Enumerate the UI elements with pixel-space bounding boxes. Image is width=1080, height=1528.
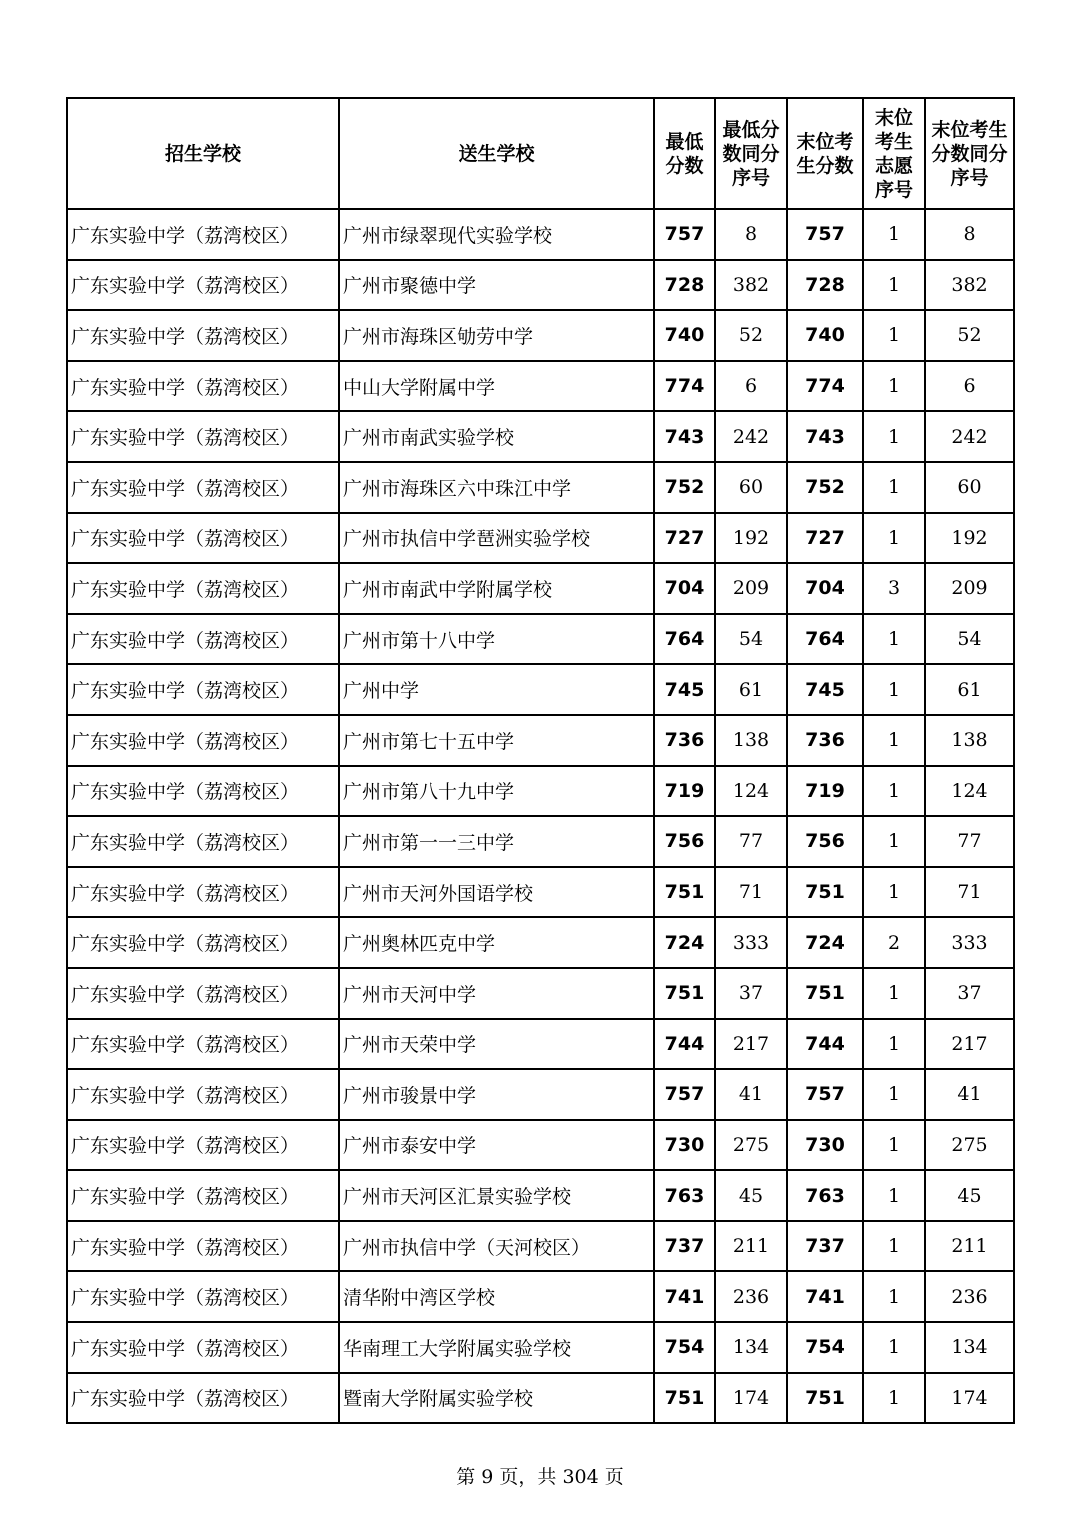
cell-last-choice: 1 xyxy=(863,1170,925,1221)
cell-admitting-school: 广东实验中学（荔湾校区） xyxy=(67,664,339,715)
cell-last-score: 740 xyxy=(787,310,863,361)
header-last-choice: 末位考生志愿序号 xyxy=(863,98,925,209)
cell-last-score: 763 xyxy=(787,1170,863,1221)
header-last-score: 末位考生分数 xyxy=(787,98,863,209)
table-row xyxy=(67,816,1014,867)
cell-sending-school: 清华附中湾区学校 xyxy=(339,1271,654,1322)
cell-sending-school: 广州市骏景中学 xyxy=(339,1069,654,1120)
cell-min-score-rank: 174 xyxy=(715,1373,787,1424)
cell-min-score: 744 xyxy=(654,1019,715,1070)
cell-min-score-rank: 54 xyxy=(715,614,787,665)
table-header xyxy=(67,98,1014,209)
table-row xyxy=(67,1170,1014,1221)
cell-min-score-rank: 134 xyxy=(715,1322,787,1373)
cell-admitting-school: 广东实验中学（荔湾校区） xyxy=(67,462,339,513)
cell-min-score-rank: 52 xyxy=(715,310,787,361)
table-row xyxy=(67,361,1014,412)
cell-last-rank: 77 xyxy=(925,816,1014,867)
cell-min-score: 737 xyxy=(654,1221,715,1272)
cell-min-score-rank: 242 xyxy=(715,411,787,462)
cell-sending-school: 广州市泰安中学 xyxy=(339,1120,654,1171)
cell-last-rank: 45 xyxy=(925,1170,1014,1221)
cell-min-score-rank: 217 xyxy=(715,1019,787,1070)
cell-min-score-rank: 77 xyxy=(715,816,787,867)
cell-min-score-rank: 211 xyxy=(715,1221,787,1272)
cell-sending-school: 广州市南武中学附属学校 xyxy=(339,563,654,614)
cell-sending-school: 广州市天河区汇景实验学校 xyxy=(339,1170,654,1221)
cell-min-score: 754 xyxy=(654,1322,715,1373)
cell-admitting-school: 广东实验中学（荔湾校区） xyxy=(67,917,339,968)
cell-last-score: 745 xyxy=(787,664,863,715)
cell-last-score: 743 xyxy=(787,411,863,462)
cell-admitting-school: 广东实验中学（荔湾校区） xyxy=(67,513,339,564)
table-row xyxy=(67,1271,1014,1322)
cell-sending-school: 广州市执信中学（天河校区） xyxy=(339,1221,654,1272)
cell-admitting-school: 广东实验中学（荔湾校区） xyxy=(67,968,339,1019)
cell-min-score: 704 xyxy=(654,563,715,614)
cell-sending-school: 中山大学附属中学 xyxy=(339,361,654,412)
table-row xyxy=(67,614,1014,665)
cell-sending-school: 华南理工大学附属实验学校 xyxy=(339,1322,654,1373)
cell-sending-school: 广州市南武实验学校 xyxy=(339,411,654,462)
cell-last-choice: 2 xyxy=(863,917,925,968)
table-row xyxy=(67,1019,1014,1070)
cell-last-score: 752 xyxy=(787,462,863,513)
header-min-score: 最低分数 xyxy=(654,98,715,209)
cell-last-choice: 1 xyxy=(863,1373,925,1424)
table-row xyxy=(67,867,1014,918)
cell-last-score: 757 xyxy=(787,1069,863,1120)
cell-admitting-school: 广东实验中学（荔湾校区） xyxy=(67,1322,339,1373)
cell-sending-school: 广州奥林匹克中学 xyxy=(339,917,654,968)
table-row xyxy=(67,968,1014,1019)
cell-last-choice: 1 xyxy=(863,715,925,766)
cell-admitting-school: 广东实验中学（荔湾校区） xyxy=(67,1120,339,1171)
table-row xyxy=(67,664,1014,715)
cell-sending-school: 广州市天河外国语学校 xyxy=(339,867,654,918)
table-row xyxy=(67,260,1014,311)
cell-admitting-school: 广东实验中学（荔湾校区） xyxy=(67,563,339,614)
cell-min-score-rank: 275 xyxy=(715,1120,787,1171)
cell-last-rank: 209 xyxy=(925,563,1014,614)
cell-last-score: 724 xyxy=(787,917,863,968)
cell-last-rank: 211 xyxy=(925,1221,1014,1272)
cell-min-score: 719 xyxy=(654,766,715,817)
table-row xyxy=(67,209,1014,260)
cell-last-rank: 60 xyxy=(925,462,1014,513)
table-row xyxy=(67,1069,1014,1120)
cell-min-score: 728 xyxy=(654,260,715,311)
cell-last-rank: 174 xyxy=(925,1373,1014,1424)
cell-min-score: 740 xyxy=(654,310,715,361)
cell-last-score: 751 xyxy=(787,1373,863,1424)
cell-min-score-rank: 45 xyxy=(715,1170,787,1221)
page-number-footer: 第 9 页，共 304 页 xyxy=(456,1466,624,1488)
cell-last-rank: 333 xyxy=(925,917,1014,968)
cell-last-score: 704 xyxy=(787,563,863,614)
cell-sending-school: 广州市第十八中学 xyxy=(339,614,654,665)
header-min-score-rank: 最低分数同分序号 xyxy=(715,98,787,209)
cell-last-rank: 61 xyxy=(925,664,1014,715)
cell-min-score-rank: 60 xyxy=(715,462,787,513)
table-row xyxy=(67,1322,1014,1373)
cell-admitting-school: 广东实验中学（荔湾校区） xyxy=(67,1170,339,1221)
cell-last-rank: 41 xyxy=(925,1069,1014,1120)
cell-min-score-rank: 8 xyxy=(715,209,787,260)
cell-admitting-school: 广东实验中学（荔湾校区） xyxy=(67,310,339,361)
cell-last-choice: 1 xyxy=(863,1069,925,1120)
table-row xyxy=(67,1373,1014,1424)
cell-min-score: 730 xyxy=(654,1120,715,1171)
cell-last-choice: 1 xyxy=(863,209,925,260)
cell-last-score: 741 xyxy=(787,1271,863,1322)
cell-min-score: 756 xyxy=(654,816,715,867)
cell-last-rank: 275 xyxy=(925,1120,1014,1171)
cell-min-score-rank: 333 xyxy=(715,917,787,968)
cell-min-score-rank: 138 xyxy=(715,715,787,766)
cell-min-score: 743 xyxy=(654,411,715,462)
cell-last-rank: 124 xyxy=(925,766,1014,817)
cell-last-rank: 242 xyxy=(925,411,1014,462)
cell-admitting-school: 广东实验中学（荔湾校区） xyxy=(67,1373,339,1424)
cell-last-score: 737 xyxy=(787,1221,863,1272)
cell-min-score: 763 xyxy=(654,1170,715,1221)
cell-admitting-school: 广东实验中学（荔湾校区） xyxy=(67,260,339,311)
cell-sending-school: 广州市海珠区劬劳中学 xyxy=(339,310,654,361)
cell-last-score: 728 xyxy=(787,260,863,311)
cell-sending-school: 广州市聚德中学 xyxy=(339,260,654,311)
cell-last-score: 754 xyxy=(787,1322,863,1373)
cell-sending-school: 广州市绿翠现代实验学校 xyxy=(339,209,654,260)
header-sending-school: 送生学校 xyxy=(339,98,654,209)
header-row xyxy=(67,98,1014,209)
cell-admitting-school: 广东实验中学（荔湾校区） xyxy=(67,209,339,260)
cell-admitting-school: 广东实验中学（荔湾校区） xyxy=(67,867,339,918)
table-row xyxy=(67,462,1014,513)
cell-last-choice: 1 xyxy=(863,1271,925,1322)
cell-min-score-rank: 382 xyxy=(715,260,787,311)
table-row xyxy=(67,715,1014,766)
cell-sending-school: 广州市天河中学 xyxy=(339,968,654,1019)
cell-last-choice: 1 xyxy=(863,361,925,412)
cell-min-score-rank: 236 xyxy=(715,1271,787,1322)
cell-last-choice: 1 xyxy=(863,411,925,462)
table-body xyxy=(67,209,1014,1423)
cell-min-score: 745 xyxy=(654,664,715,715)
cell-sending-school: 暨南大学附属实验学校 xyxy=(339,1373,654,1424)
cell-min-score: 757 xyxy=(654,1069,715,1120)
header-last-rank: 末位考生分数同分序号 xyxy=(925,98,1014,209)
cell-last-rank: 37 xyxy=(925,968,1014,1019)
cell-last-choice: 1 xyxy=(863,260,925,311)
cell-last-choice: 1 xyxy=(863,1221,925,1272)
cell-sending-school: 广州市天荣中学 xyxy=(339,1019,654,1070)
table-row xyxy=(67,513,1014,564)
cell-min-score: 774 xyxy=(654,361,715,412)
cell-sending-school: 广州市第七十五中学 xyxy=(339,715,654,766)
table-row xyxy=(67,917,1014,968)
cell-min-score-rank: 6 xyxy=(715,361,787,412)
cell-min-score: 727 xyxy=(654,513,715,564)
cell-admitting-school: 广东实验中学（荔湾校区） xyxy=(67,361,339,412)
cell-min-score: 764 xyxy=(654,614,715,665)
cell-min-score: 724 xyxy=(654,917,715,968)
table-row xyxy=(67,1120,1014,1171)
cell-last-choice: 1 xyxy=(863,1019,925,1070)
table-row xyxy=(67,766,1014,817)
cell-last-rank: 382 xyxy=(925,260,1014,311)
admission-scores-table xyxy=(66,97,1015,1424)
cell-min-score: 751 xyxy=(654,968,715,1019)
cell-last-choice: 1 xyxy=(863,867,925,918)
cell-last-choice: 1 xyxy=(863,1120,925,1171)
cell-last-choice: 1 xyxy=(863,664,925,715)
cell-last-score: 774 xyxy=(787,361,863,412)
cell-admitting-school: 广东实验中学（荔湾校区） xyxy=(67,1019,339,1070)
cell-last-rank: 217 xyxy=(925,1019,1014,1070)
cell-last-score: 730 xyxy=(787,1120,863,1171)
cell-min-score: 751 xyxy=(654,867,715,918)
cell-last-choice: 1 xyxy=(863,614,925,665)
cell-last-rank: 236 xyxy=(925,1271,1014,1322)
cell-admitting-school: 广东实验中学（荔湾校区） xyxy=(67,715,339,766)
cell-min-score: 741 xyxy=(654,1271,715,1322)
cell-last-score: 764 xyxy=(787,614,863,665)
admission-table-sheet xyxy=(66,97,1013,1424)
cell-last-rank: 192 xyxy=(925,513,1014,564)
cell-last-choice: 1 xyxy=(863,968,925,1019)
header-admitting-school: 招生学校 xyxy=(67,98,339,209)
cell-last-rank: 71 xyxy=(925,867,1014,918)
cell-last-choice: 1 xyxy=(863,1322,925,1373)
cell-sending-school: 广州市第八十九中学 xyxy=(339,766,654,817)
cell-last-score: 736 xyxy=(787,715,863,766)
cell-last-rank: 8 xyxy=(925,209,1014,260)
cell-min-score: 736 xyxy=(654,715,715,766)
cell-sending-school: 广州市第一一三中学 xyxy=(339,816,654,867)
cell-last-choice: 1 xyxy=(863,310,925,361)
cell-last-score: 756 xyxy=(787,816,863,867)
cell-sending-school: 广州中学 xyxy=(339,664,654,715)
cell-last-rank: 6 xyxy=(925,361,1014,412)
cell-min-score: 751 xyxy=(654,1373,715,1424)
cell-last-choice: 1 xyxy=(863,816,925,867)
cell-min-score: 757 xyxy=(654,209,715,260)
table-row xyxy=(67,1221,1014,1272)
cell-last-choice: 3 xyxy=(863,563,925,614)
cell-admitting-school: 广东实验中学（荔湾校区） xyxy=(67,766,339,817)
cell-min-score-rank: 192 xyxy=(715,513,787,564)
cell-last-score: 744 xyxy=(787,1019,863,1070)
cell-last-choice: 1 xyxy=(863,513,925,564)
cell-last-choice: 1 xyxy=(863,462,925,513)
cell-last-rank: 54 xyxy=(925,614,1014,665)
cell-min-score-rank: 124 xyxy=(715,766,787,817)
cell-min-score-rank: 37 xyxy=(715,968,787,1019)
cell-last-rank: 134 xyxy=(925,1322,1014,1373)
table-row xyxy=(67,563,1014,614)
table-row xyxy=(67,411,1014,462)
cell-min-score-rank: 41 xyxy=(715,1069,787,1120)
cell-sending-school: 广州市执信中学琶洲实验学校 xyxy=(339,513,654,564)
cell-last-score: 719 xyxy=(787,766,863,817)
cell-min-score-rank: 61 xyxy=(715,664,787,715)
cell-admitting-school: 广东实验中学（荔湾校区） xyxy=(67,1271,339,1322)
cell-admitting-school: 广东实验中学（荔湾校区） xyxy=(67,614,339,665)
cell-min-score: 752 xyxy=(654,462,715,513)
cell-last-score: 727 xyxy=(787,513,863,564)
cell-min-score-rank: 209 xyxy=(715,563,787,614)
cell-last-rank: 52 xyxy=(925,310,1014,361)
cell-admitting-school: 广东实验中学（荔湾校区） xyxy=(67,411,339,462)
cell-last-score: 751 xyxy=(787,867,863,918)
cell-min-score-rank: 71 xyxy=(715,867,787,918)
cell-last-score: 757 xyxy=(787,209,863,260)
cell-sending-school: 广州市海珠区六中珠江中学 xyxy=(339,462,654,513)
cell-admitting-school: 广东实验中学（荔湾校区） xyxy=(67,816,339,867)
table-row xyxy=(67,310,1014,361)
cell-last-choice: 1 xyxy=(863,766,925,817)
cell-last-score: 751 xyxy=(787,968,863,1019)
cell-last-rank: 138 xyxy=(925,715,1014,766)
cell-admitting-school: 广东实验中学（荔湾校区） xyxy=(67,1221,339,1272)
cell-admitting-school: 广东实验中学（荔湾校区） xyxy=(67,1069,339,1120)
